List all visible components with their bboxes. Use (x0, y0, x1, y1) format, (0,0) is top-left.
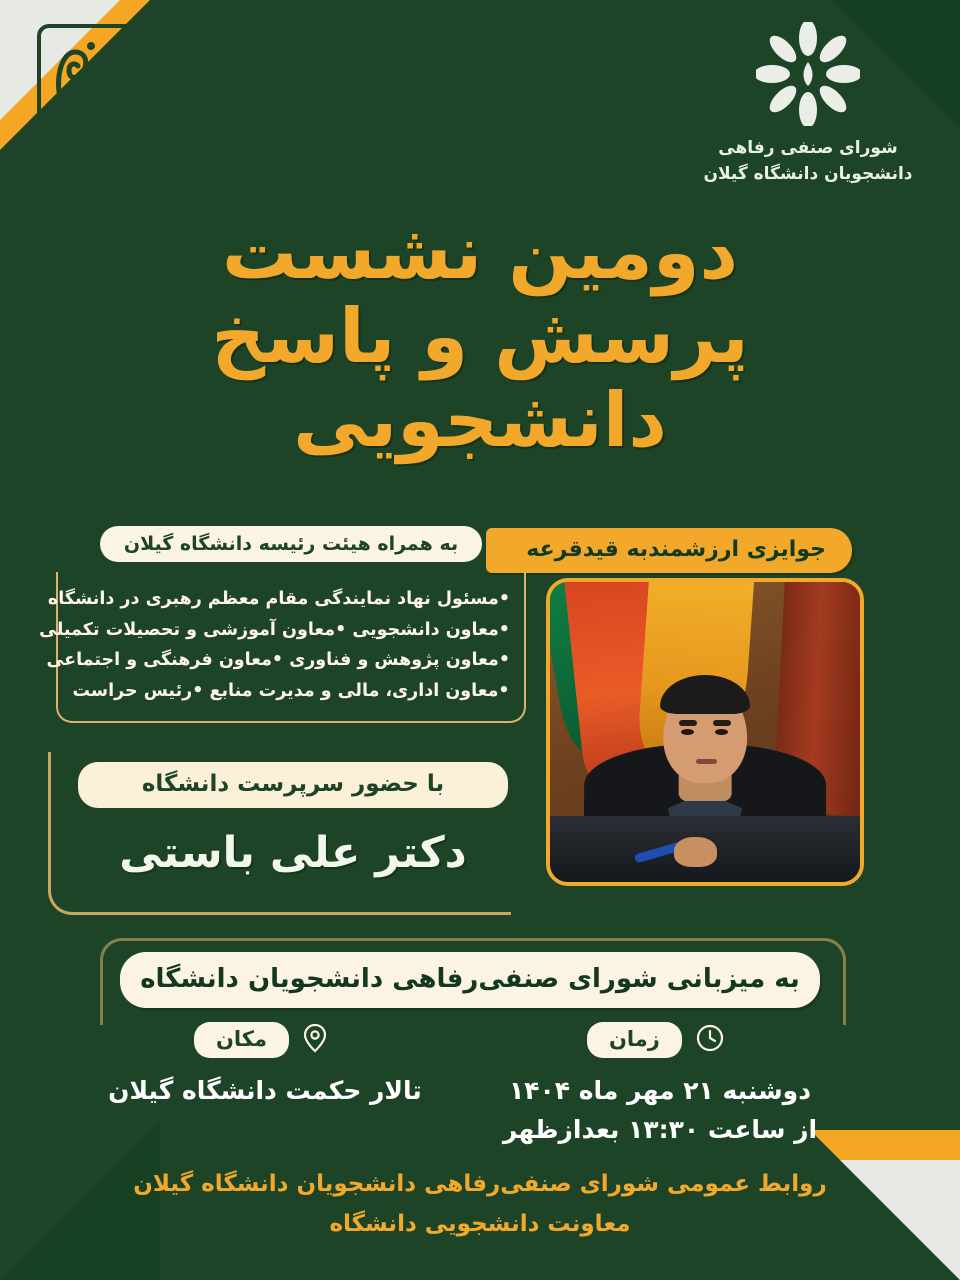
detail-place (100, 1022, 430, 1111)
prize-ribbon: جوایزی ارزشمندبه قیدقرعه (486, 528, 852, 573)
council-logo-line1: شورای صنفی رفاهی (718, 138, 898, 158)
location-pin-icon (302, 1023, 328, 1057)
footer-line-1: روابط عمومی شورای صنفی‌رفاهی دانشجویان دانشگاه گیلان (133, 1170, 827, 1197)
officials-row: •معاون دانشجویی •معاون آموزشی و تحصیلات تکمیلی (39, 619, 510, 640)
poster-headline (0, 210, 960, 462)
place-label: مکان (194, 1022, 289, 1058)
council-logo-right (678, 22, 938, 187)
officials-list (39, 572, 526, 723)
officials-row: •معاون پژوهش و فناوری •معاون فرهنگی و اجتماعی (46, 650, 510, 671)
officials-title: به همراه هیئت رئیسه دانشگاه گیلان (100, 526, 482, 562)
university-logo-left (16, 18, 166, 240)
officials-row: •مسئول نهاد نمایندگی مقام معظم رهبری در دانشگاه (47, 589, 510, 609)
headline-line-3: دانشجویی (293, 376, 667, 464)
headline-line-2: پرسش و پاسخ (211, 292, 749, 380)
time-value-hour: از ساعت ۱۳:۳۰ بعدازظهر (502, 1114, 818, 1144)
council-logo-line2: دانشجویان دانشگاه گیلان (703, 163, 913, 184)
host-bar: به میزبانی شورای صنفی‌رفاهی دانشجویان دانشگاه (120, 952, 820, 1008)
officials-block (39, 526, 526, 723)
university-of-guilan-emblem-icon (16, 22, 166, 132)
place-value: تالار حکمت دانشگاه گیلان (108, 1076, 422, 1105)
headline-line-1: دومین نشست (222, 208, 738, 296)
clock-icon (695, 1023, 725, 1057)
speaker-portrait-image (550, 582, 860, 882)
speaker-portrait (546, 578, 864, 886)
university-logo-caption: دانشگاه گیلان (82, 138, 100, 240)
presence-title: با حضور سرپرست دانشگاه (78, 762, 508, 808)
speaker-name: دکتر علی باستی (119, 828, 467, 878)
detail-time (480, 1022, 840, 1150)
officials-row: •معاون اداری، مالی و مدیرت منابع •رئیس حراست (72, 680, 510, 701)
poster-footer (0, 1164, 960, 1245)
time-label: زمان (587, 1022, 682, 1058)
footer-line-2: معاونت دانشجویی دانشگاه (329, 1210, 631, 1237)
time-value-date: دوشنبه ۲۱ مهر ماه ۱۴۰۴ (508, 1076, 812, 1105)
flower-emblem-icon (678, 22, 938, 130)
